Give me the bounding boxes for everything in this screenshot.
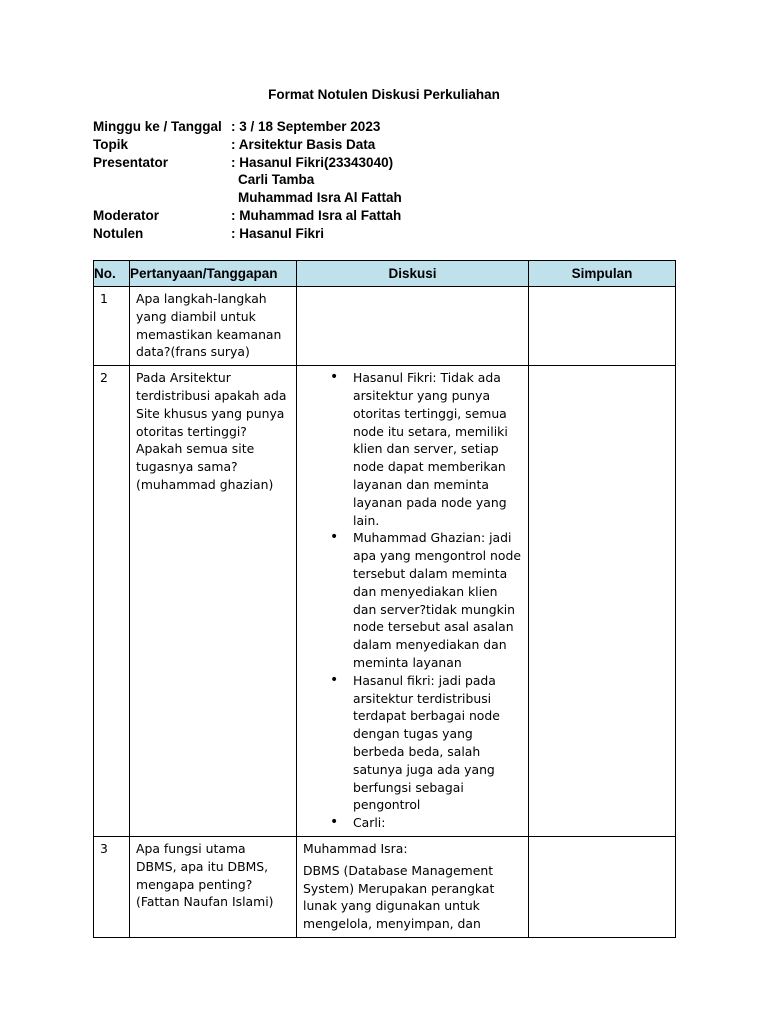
list-item: • Muhammad Ghazian: jadi apa yang mengontrol node tersebut dalam meminta dan menyediakan klien dan server?tidak mungkin node tersebut asal asalan dalam menyediakan dan meminta layanan [353, 529, 522, 671]
header-conclusion: Simpulan [529, 261, 676, 287]
topic-label: Topik [93, 136, 128, 152]
table-row [94, 836, 676, 937]
discussion-cell [297, 287, 529, 366]
meta-row-topic [93, 136, 402, 154]
presenter-label: Presentator [93, 154, 169, 170]
conclusion-cell [529, 836, 676, 937]
meta-row-notulen [93, 225, 402, 243]
table-header-row [94, 261, 676, 287]
speaker-name: Muhammad Isra: [303, 840, 408, 856]
meta-row-presenter [93, 154, 402, 172]
header-discussion: Diskusi [297, 261, 529, 287]
moderator-label: Moderator [93, 207, 160, 223]
presenter-value: : Hasanul Fikri(23343040) [231, 154, 394, 170]
topic-value: : Arsitektur Basis Data [231, 136, 376, 152]
moderator-value: : Muhammad Isra al Fattah [231, 207, 402, 223]
row-number: 1 [100, 291, 108, 306]
list-item: • Carli: [353, 814, 522, 832]
question-text: Apa fungsi utama DBMS, apa itu DBMS, mengapa penting?(Fattan Naufan Islami) [136, 840, 274, 910]
week-value: : 3 / 18 September 2023 [231, 119, 381, 134]
meta-block [93, 118, 402, 243]
discussion-cell [297, 366, 529, 837]
question-text: Apa langkah-langkah yang diambil untuk memastikan keamanan data?(frans surya) [136, 291, 282, 360]
list-item: • Hasanul Fikri: Tidak ada arsitektur yang punya otoritas tertinggi, semua node itu setara, memiliki klien dan server, setiap node dapat memberikan layanan dan meminta layanan pada node yang lain. [353, 369, 522, 529]
row-number: 3 [100, 840, 108, 856]
table-row [94, 287, 676, 366]
presenter-2: Carli Tamba [238, 172, 315, 188]
row-number: 2 [100, 370, 108, 386]
discussion-table [93, 260, 676, 938]
presenter-3: Muhammad Isra Al Fattah [238, 190, 402, 206]
notulen-value: : Hasanul Fikri [231, 225, 325, 241]
meta-row-week [93, 118, 402, 136]
discussion-list [303, 369, 522, 832]
answer-text: DBMS (Database Management System) Merupakan perangkat lunak yang digunakan untuk mengelola, menyimpan, dan [303, 862, 495, 932]
header-no: No. [94, 261, 130, 287]
table-row [94, 366, 676, 837]
list-item: • Hasanul fikri: jadi pada arsitektur terdistribusi terdapat berbagai node dengan tugas yang berbeda beda, salah satunya juga ada yang berfungsi sebagai pengontrol [353, 672, 522, 814]
meta-row-moderator [93, 207, 402, 225]
header-question: Pertanyaan/Tanggapan [130, 261, 297, 287]
conclusion-cell [529, 366, 676, 837]
conclusion-cell [529, 287, 676, 366]
notulen-label: Notulen [93, 225, 144, 241]
question-text: Pada Arsitektur terdistribusi apakah ada Site khusus yang punya otoritas tertinggi? Apakah semua site tugasnya sama?(muhammad ghazian) [136, 370, 287, 492]
week-label: Minggu ke / Tanggal [93, 119, 222, 134]
document-title: Format Notulen Diskusi Perkuliahan [268, 87, 500, 102]
discussion-cell [297, 836, 529, 937]
